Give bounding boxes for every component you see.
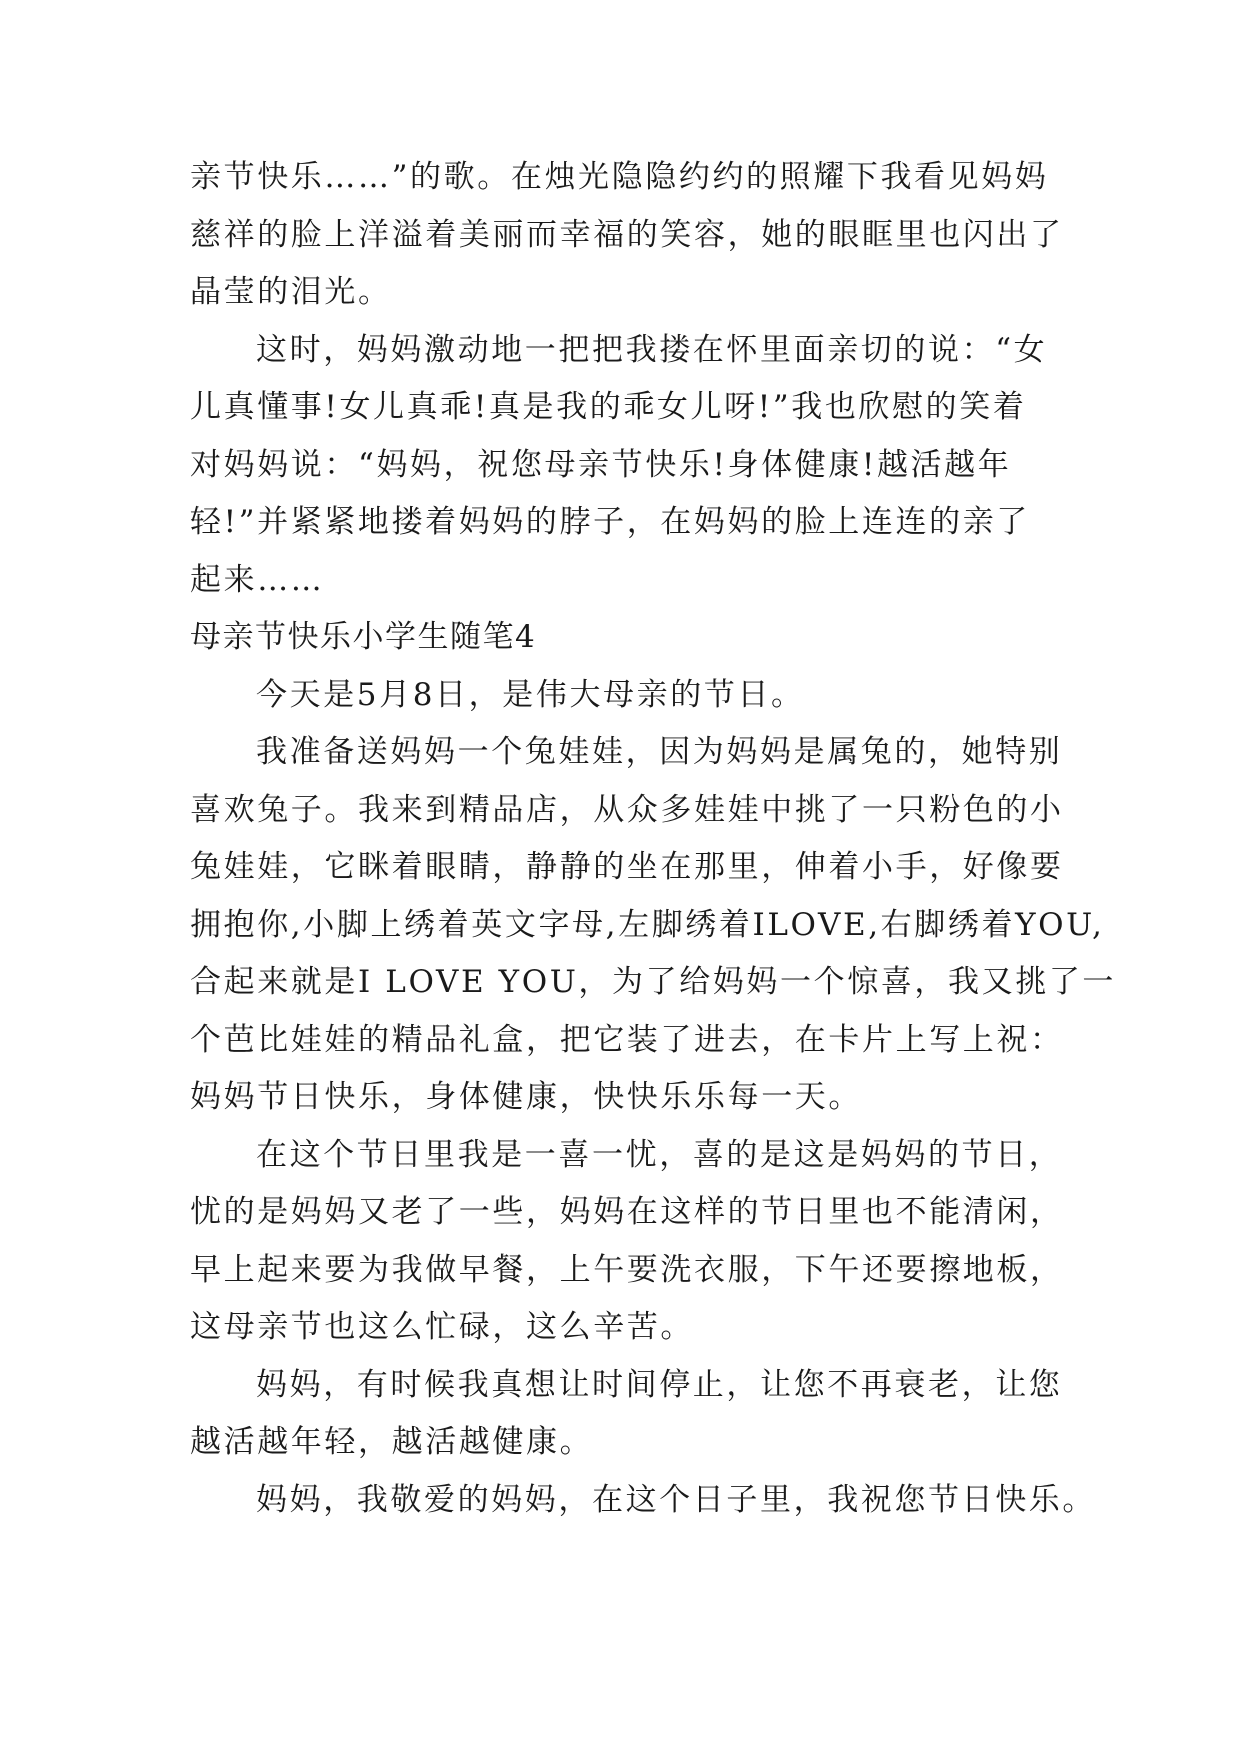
text-line: 早上起来要为我做早餐，上午要洗衣服，下午还要擦地板， — [190, 1251, 1064, 1288]
text-line: 忧的是妈妈又老了一些，妈妈在这样的节日里也不能清闲， — [190, 1194, 1064, 1230]
text-line: 妈妈，我敬爱的妈妈，在这个日子里，我祝您节日快乐。 — [256, 1481, 1096, 1518]
text-line: 对妈妈说：“妈妈，祝您母亲节快乐!身体健康!越活越年 — [190, 446, 1012, 483]
text-line: 在这个节日里我是一喜一忧，喜的是这是妈妈的节日， — [256, 1136, 1063, 1173]
text-line: 我准备送妈妈一个兔娃娃，因为妈妈是属兔的，她特别 — [256, 734, 1063, 770]
text-line: 亲节快乐……”的歌。在烛光隐隐约约的照耀下我看见妈妈 — [190, 159, 1049, 195]
text-line: 起来…… — [190, 561, 325, 598]
text-line: 这时，妈妈激动地一把把我搂在怀里面亲切的说：“女 — [256, 331, 1048, 368]
text-line: 儿真懂事!女儿真乖!真是我的乖女儿呀!”我也欣慰的笑着 — [190, 389, 1027, 425]
text-line: 这母亲节也这么忙碌，这么辛苦。 — [190, 1309, 694, 1345]
text-line: 慈祥的脸上洋溢着美丽而幸福的笑容，她的眼眶里也闪出了 — [190, 216, 1064, 253]
text-line: 喜欢兔子。我来到精品店，从众多娃娃中挑了一只粉色的小 — [190, 791, 1064, 828]
text-line: 合起来就是I LOVE YOU，为了给妈妈一个惊喜，我又挑了一 — [190, 964, 1117, 1000]
text-line: 越活越年轻，越活越健康。 — [190, 1424, 594, 1460]
text-line: 今天是5月8日，是伟大母亲的节日。 — [256, 676, 805, 713]
text-line: 个芭比娃娃的精品礼盒，把它装了进去，在卡片上写上祝： — [190, 1021, 1064, 1058]
section-heading: 母亲节快乐小学生随笔4 — [190, 619, 537, 655]
text-line: 拥抱你,小脚上绣着英文字母,左脚绣着ILOVE,右脚绣着YOU, — [190, 906, 1105, 943]
text-line: 妈妈，有时候我真想让时间停止，让您不再衰老，让您 — [256, 1366, 1063, 1403]
document-page — [190, 158, 1117, 1538]
text-line: 兔娃娃，它眯着眼睛，静静的坐在那里，伸着小手，好像要 — [190, 849, 1064, 885]
text-line: 妈妈节日快乐，身体健康，快快乐乐每一天。 — [190, 1079, 862, 1115]
text-line: 轻!”并紧紧地搂着妈妈的脖子，在妈妈的脸上连连的亲了 — [190, 504, 1030, 540]
text-line: 晶莹的泪光。 — [190, 274, 392, 310]
